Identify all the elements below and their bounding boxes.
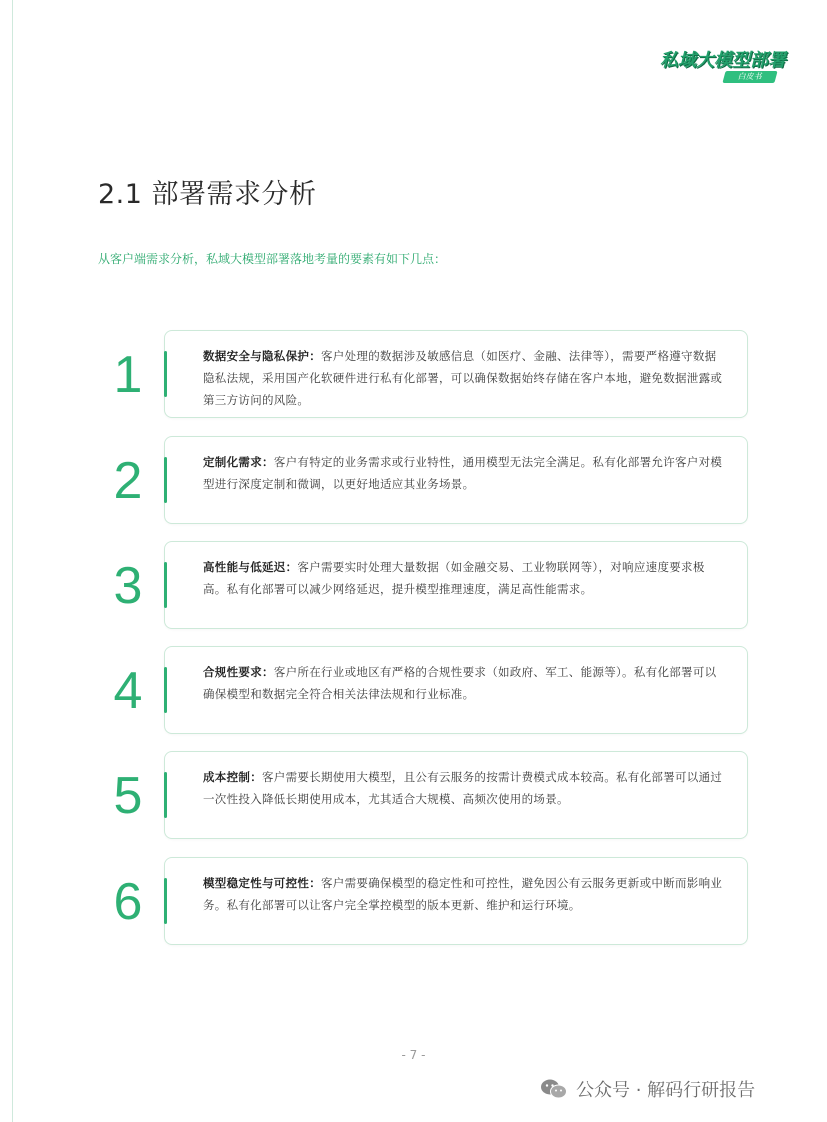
watermark (540, 1074, 755, 1104)
item-label: 高性能与低延迟： (203, 560, 298, 574)
list-item (96, 751, 756, 841)
card-accent-bar (164, 562, 167, 608)
item-text: 客户需要确保模型的稳定性和可控性，避免因公有云服务更新或中断而影响业务。私有化部署可以让客户完全掌控模型的版本更新、维护和运行环境。 (203, 876, 723, 912)
list-item (96, 541, 756, 631)
item-body (203, 556, 723, 600)
list-item (96, 646, 756, 736)
report-logo (660, 46, 786, 86)
item-label: 模型稳定性与可控性： (203, 876, 321, 890)
item-text: 客户需要长期使用大模型，且公有云服务的按需计费模式成本较高。私有化部署可以通过一次性投入降低长期使用成本，尤其适合大规模、高频次使用的场景。 (203, 770, 723, 806)
logo-badge: 白皮书 (722, 71, 777, 83)
item-card (164, 751, 748, 839)
item-text: 客户所在行业或地区有严格的合规性要求（如政府、军工、能源等）。私有化部署可以确保模型和数据完全符合相关法律法规和行业标准。 (203, 665, 717, 701)
item-label: 定制化需求： (203, 455, 274, 469)
list-item (96, 436, 756, 526)
item-number: 2 (113, 452, 143, 510)
item-text: 客户处理的数据涉及敏感信息（如医疗、金融、法律等），需要严格遵守数据隐私法规，采用国产化软硬件进行私有化部署，可以确保数据始终存储在客户本地，避免数据泄露或第三方访问的风险。 (203, 349, 723, 407)
item-text: 客户需要实时处理大量数据（如金融交易、工业物联网等），对响应速度要求极高。私有化部署可以减少网络延迟，提升模型推理速度，满足高性能需求。 (203, 560, 705, 596)
item-text: 客户有特定的业务需求或行业特性，通用模型无法完全满足。私有化部署允许客户对模型进行深度定制和微调，以更好地适应其业务场景。 (203, 455, 723, 491)
list-item (96, 330, 756, 420)
item-number: 5 (113, 767, 143, 825)
item-number: 1 (113, 346, 143, 404)
item-card (164, 541, 748, 629)
section-heading: 2.1 部署需求分析 (98, 179, 317, 210)
item-card (164, 330, 748, 418)
item-number: 3 (113, 557, 143, 615)
item-number: 6 (113, 873, 143, 931)
left-margin-rule (12, 0, 13, 1122)
item-label: 成本控制： (203, 770, 262, 784)
item-card (164, 436, 748, 524)
item-label: 数据安全与隐私保护： (203, 349, 321, 363)
logo-title: 私域大模型部署 (660, 50, 786, 71)
watermark-text: 公众号 · 解码行研报告 (576, 1080, 756, 1101)
intro-text: 从客户端需求分析，私域大模型部署落地考量的要素有如下几点： (98, 252, 447, 266)
item-number: 4 (113, 662, 143, 720)
card-accent-bar (164, 667, 167, 713)
item-body (203, 451, 723, 495)
card-accent-bar (164, 351, 167, 397)
item-body (203, 766, 723, 810)
page-number: - 7 - (401, 1048, 426, 1062)
item-card (164, 857, 748, 945)
item-label: 合规性要求： (203, 665, 274, 679)
item-card (164, 646, 748, 734)
card-accent-bar (164, 772, 167, 818)
card-accent-bar (164, 457, 167, 503)
item-body (203, 661, 723, 705)
wechat-icon (540, 1078, 568, 1100)
item-body (203, 872, 723, 916)
card-accent-bar (164, 878, 167, 924)
list-item (96, 857, 756, 947)
item-body (203, 345, 723, 411)
